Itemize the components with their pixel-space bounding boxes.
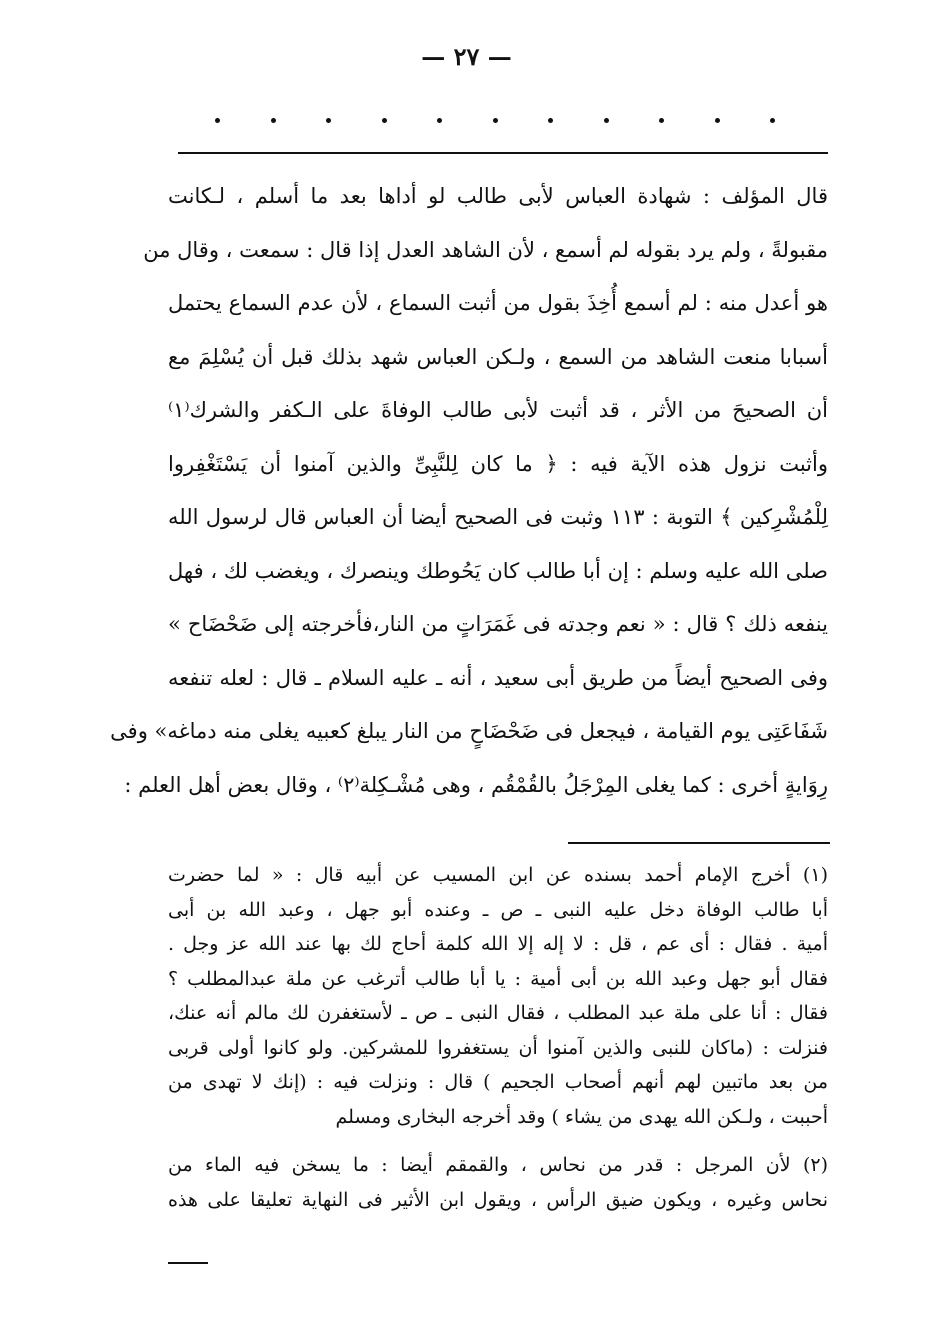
dot — [770, 118, 775, 123]
body-line: مقبولةً ، ولم يرد بقوله لم أسمع ، لأن الشاهد العدل إذا قال : سمعت ، وقال من — [143, 237, 828, 262]
body-line: صلى الله عليه وسلم : إن أبا طالب كان يَحُوطك وينصرك ، ويغضب لك ، فهل — [168, 558, 828, 583]
dot — [604, 118, 609, 123]
footnote-gap — [168, 1134, 828, 1148]
body-line: أن الصحيحَ من الأثر ، قد أثبت لأبى طالب الوفاةَ على الـكفر والشرك⁽١⁾ — [168, 398, 828, 422]
footnote-line: (٢) لأن المرجل : قدر من نحاس ، والقمقم أيضا : ما يسخن فيه الماء من — [168, 1154, 828, 1176]
footnote-line: فنزلت : (ماكان للنبى والذين آمنوا أن يستغفروا للمشركين. ولو كانوا أولى قربى — [168, 1036, 828, 1059]
footnote-line: فقال : أنا على ملة عبد المطلب ، فقال النبى ـ ص ـ لأستغفرن لك مالم أنه عنك، — [168, 1002, 828, 1024]
footnote-line: أمية . فقال : أى عم ، قل : لا إله إلا الله كلمة أحاج لك بها عند الله عز وجل . — [168, 933, 828, 955]
dot — [548, 118, 553, 123]
footnote-2 — [168, 1148, 828, 1217]
footnote-1 — [168, 858, 828, 1134]
body-line: شَفَاعَتِى يوم القيامة ، فيجعل فى ضَحْضَاحٍ من النار يبلغ كعبيه يغلى منه دماغه» وفى — [110, 719, 828, 743]
footnote-line: من بعد ماتبين لهم أنهم أصحاب الجحيم ) قال : ونزلت فيه : (إنك لا تهدى من — [168, 1071, 828, 1093]
footnote-line: أحببت ، ولـكن الله يهدى من يشاء ) وقد أخرجه البخارى ومسلم — [335, 1105, 828, 1128]
body-line: وفى الصحيح أيضاً من طريق أبى سعيد ، أنه ـ عليه السلام ـ قال : لعله تنفعه — [168, 665, 828, 690]
dot — [215, 118, 220, 123]
body-line: قال المؤلف : شهادة العباس لأبى طالب لو أداها بعد ما أسلم ، لـكانت — [168, 184, 828, 208]
body-line: لِلْمُشْرِكين ﴾ التوبة : ١١٣ وثبت فى الصحيح أيضا أن العباس قال لرسول الله — [168, 505, 828, 529]
body-line: هو أعدل منه : لم أسمع أُخِذَ بقول من أثبت السماع ، لأن عدم السماع يحتمل — [168, 291, 828, 315]
page-number: — ٢٧ — — [421, 42, 512, 71]
dot — [493, 118, 498, 123]
body-line: وأثبت نزول هذه الآية فيه : ﴿ ما كان لِلنَّبِىِّ والذين آمنوا أن يَسْتَغْفِروا — [168, 451, 828, 476]
dot — [326, 118, 331, 123]
body-line: أسبابا منعت الشاهد من السمع ، ولـكن العباس شهد بذلك قبل أن يُسْلِمَ مع — [168, 344, 828, 369]
footnote-line: (١) أخرج الإمام أحمد بسنده عن ابن المسيب عن أبيه قال : « لما حضرت — [168, 864, 828, 886]
body-line: ينفعه ذلك ؟ قال : « نعم وجدته فى غَمَرَاتٍ من النار،فأخرجته إلى ضَحْضَاح » — [168, 612, 828, 636]
decorative-dots — [215, 118, 775, 123]
footnote-line: فقال أبو جهل وعبد الله بن أبى أمية : يا أبا طالب أترغب عن ملة عبدالمطلب ؟ — [168, 967, 828, 990]
main-body-text — [110, 170, 828, 812]
footnotes — [168, 858, 828, 1217]
dot — [437, 118, 442, 123]
dot — [382, 118, 387, 123]
footnote-line: أبا طالب الوفاة دخل عليه النبى ـ ص ـ وعنده أبو جهل ، وعبد الله بن أبى — [168, 898, 828, 921]
dot — [271, 118, 276, 123]
footnote-separator — [568, 842, 830, 844]
footnote-line: نحاس وغيره ، ويكون ضيق الرأس ، ويقول ابن الأثير فى النهاية تعليقا على هذه — [168, 1188, 828, 1211]
continuation-rule — [168, 1262, 208, 1264]
header-rule — [178, 152, 828, 154]
body-line: رِوَايةٍ أخرى : كما يغلى المِرْجَلُ بالقُمْقُم ، وهى مُشْـكِلة⁽٢⁾ ، وقال بعض أهل العلم : — [124, 772, 828, 797]
dot — [715, 118, 720, 123]
dot — [659, 118, 664, 123]
